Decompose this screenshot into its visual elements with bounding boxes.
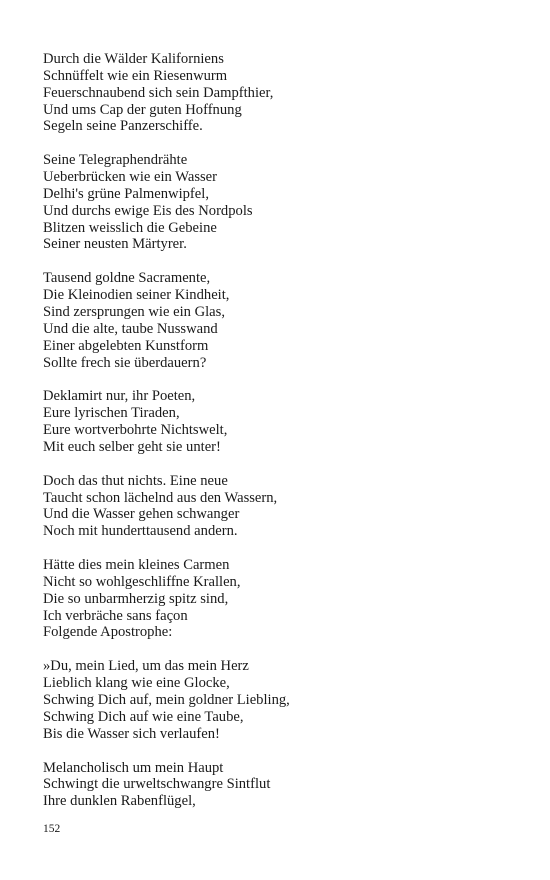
poem-line: Sollte frech sie überdauern? <box>43 354 207 371</box>
poem-line: Segeln seine Panzerschiffe. <box>43 118 203 135</box>
poem-line: Und ums Cap der guten Hoffnung <box>43 101 242 118</box>
poem-line: Ich verbräche sans façon <box>43 607 188 624</box>
poem-line: Mit euch selber geht sie unter! <box>43 438 221 455</box>
poem-line: Eure wortverbohrte Nichtswelt, <box>43 422 228 439</box>
poem-line: Folgende Apostrophe: <box>43 624 173 641</box>
poem-line: Taucht schon lächelnd aus den Wassern, <box>43 489 278 506</box>
poem-line: Schnüffelt wie ein Riesenwurm <box>43 67 228 84</box>
poem-line: Bis die Wasser sich verlaufen! <box>43 725 220 742</box>
poem-line: Noch mit hunderttausend andern. <box>43 523 238 540</box>
poem-line: Deklamirt nur, ihr Poeten, <box>43 388 196 405</box>
stanza-3 <box>43 270 523 371</box>
poem-line: Blitzen weisslich die Gebeine <box>43 219 217 236</box>
stanza-8 <box>43 760 523 811</box>
poem-line: Und durchs ewige Eis des Nordpols <box>43 202 253 219</box>
stanza-4 <box>43 388 523 455</box>
poem-line: Seine Telegraphendrähte <box>43 152 188 169</box>
poem-line: Nicht so wohlgeschliffne Krallen, <box>43 573 241 590</box>
poem-line: Und die Wasser gehen schwanger <box>43 506 240 523</box>
poem-line: Lieblich klang wie eine Glocke, <box>43 675 230 692</box>
poem-line: Tausend goldne Sacramente, <box>43 270 211 287</box>
stanza-2 <box>43 152 523 253</box>
poem-line: Die so unbarmherzig spitz sind, <box>43 590 229 607</box>
stanza-5 <box>43 473 523 540</box>
poem-line: Und die alte, taube Nusswand <box>43 320 218 337</box>
poem-line: Feuerschnaubend sich sein Dampfthier, <box>43 84 274 101</box>
page-number: 152 <box>43 823 61 835</box>
poem-line: Hätte dies mein kleines Carmen <box>43 557 230 574</box>
poem-line: Schwing Dich auf wie eine Taube, <box>43 708 244 725</box>
poem-line: Seiner neusten Märtyrer. <box>43 236 187 253</box>
poem-line: Schwingt die urweltschwangre Sintflut <box>43 776 271 793</box>
stanza-1 <box>43 51 523 135</box>
poem-line: »Du, mein Lied, um das mein Herz <box>43 658 249 675</box>
poem-line: Melancholisch um mein Haupt <box>43 759 224 776</box>
stanza-6 <box>43 557 523 641</box>
poem-line: Einer abgelebten Kunstform <box>43 337 209 354</box>
poem-line: Doch das thut nichts. Eine neue <box>43 472 228 489</box>
poem-line: Schwing Dich auf, mein goldner Liebling, <box>43 692 290 708</box>
poem-line: Delhi's grüne Palmenwipfel, <box>43 185 209 202</box>
poem-line: Eure lyrischen Tiraden, <box>43 405 180 422</box>
stanza-7 <box>43 658 523 742</box>
poem-line: Die Kleinodien seiner Kindheit, <box>43 287 230 304</box>
poem-line: Ueberbrücken wie ein Wasser <box>43 169 218 186</box>
poem-line: Ihre dunklen Rabenflügel, <box>43 793 196 810</box>
poem-line: Sind zersprungen wie ein Glas, <box>43 303 225 320</box>
poem-text <box>43 51 523 827</box>
poem-line: Durch die Wälder Kaliforniens <box>43 51 224 67</box>
